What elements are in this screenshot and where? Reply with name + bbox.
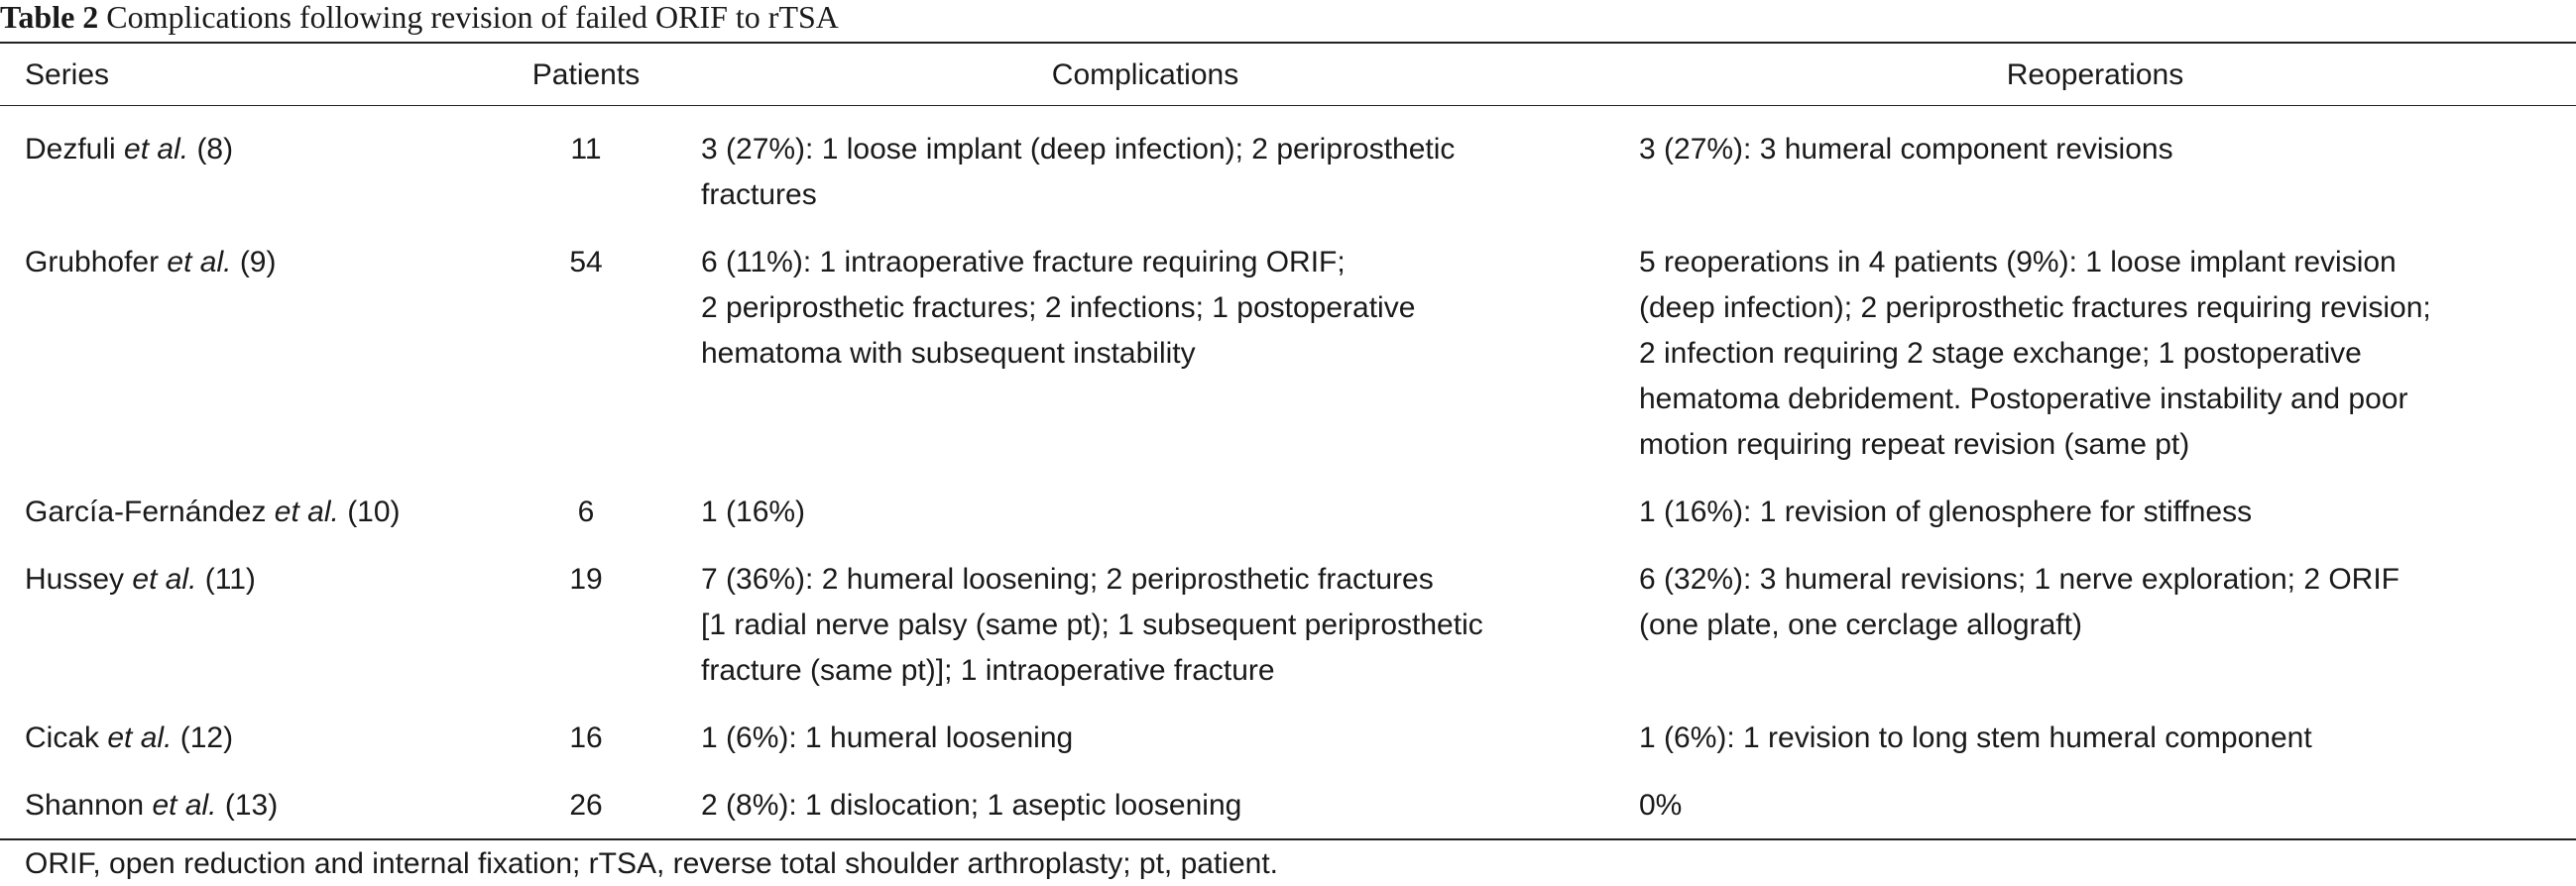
series-author: Grubhofer bbox=[25, 246, 160, 278]
series-author: Hussey bbox=[25, 563, 125, 596]
table-row bbox=[0, 702, 2576, 769]
cell-patients: 16 bbox=[569, 721, 603, 754]
series-author: Cicak bbox=[25, 721, 100, 754]
cell-complications bbox=[676, 476, 1614, 543]
reoperations-line: 6 (32%): 3 humeral revisions; 1 nerve exploration; 2 ORIF bbox=[1639, 563, 2400, 596]
table-row bbox=[0, 543, 2576, 702]
series-ref: (12) bbox=[179, 721, 234, 754]
complications-line: 3 (27%): 1 loose implant (deep infection); 2 periprosthetic bbox=[701, 133, 1456, 166]
series-ref: (9) bbox=[239, 246, 277, 278]
table-row bbox=[0, 107, 2576, 226]
series-etal: et al. bbox=[167, 246, 232, 278]
reoperations-line: 5 reoperations in 4 patients (9%): 1 loose implant revision bbox=[1639, 246, 2397, 278]
series-author: Dezfuli bbox=[25, 133, 116, 166]
header-reoperations: Reoperations bbox=[2006, 58, 2184, 91]
cell-series bbox=[0, 702, 496, 769]
complications-line: 1 (6%): 1 humeral loosening bbox=[701, 721, 1074, 754]
series-etal: et al. bbox=[124, 133, 189, 166]
cell-reoperations bbox=[1614, 226, 2576, 476]
cell-patients: 6 bbox=[577, 496, 595, 528]
reoperations-line: hematoma debridement. Postoperative instability and poor bbox=[1639, 383, 2408, 415]
series-etal: et al. bbox=[274, 496, 339, 528]
complications-line: 2 (8%): 1 dislocation; 1 aseptic loosening bbox=[701, 789, 1242, 822]
cell-complications bbox=[676, 107, 1614, 226]
header-complications: Complications bbox=[1051, 58, 1239, 91]
reoperations-line: 1 (16%): 1 revision of glenosphere for stiffness bbox=[1639, 496, 2253, 528]
reoperations-line: (deep infection); 2 periprosthetic fractures requiring revision; bbox=[1639, 291, 2431, 324]
complications-line: 7 (36%): 2 humeral loosening; 2 periprosthetic fractures bbox=[701, 563, 1434, 596]
series-ref: (8) bbox=[196, 133, 234, 166]
series-ref: (11) bbox=[204, 563, 256, 596]
table-body bbox=[0, 107, 2576, 836]
reoperations-line: 1 (6%): 1 revision to long stem humeral component bbox=[1639, 721, 2312, 754]
table-row bbox=[0, 476, 2576, 543]
reoperations-line: (one plate, one cerclage allograft) bbox=[1639, 609, 2082, 641]
series-etal: et al. bbox=[152, 789, 217, 822]
cell-series bbox=[0, 226, 496, 476]
reoperations-line: 0% bbox=[1639, 789, 1683, 822]
series-ref: (13) bbox=[224, 789, 279, 822]
reoperations-line: motion requiring repeat revision (same pt) bbox=[1639, 428, 2190, 461]
cell-series bbox=[0, 769, 496, 836]
complications-line: hematoma with subsequent instability bbox=[701, 337, 1196, 370]
cell-series bbox=[0, 107, 496, 226]
complications-line: 6 (11%): 1 intraoperative fracture requiring ORIF; bbox=[701, 246, 1346, 278]
cell-complications bbox=[676, 769, 1614, 836]
series-etal: et al. bbox=[132, 563, 197, 596]
cell-patients: 54 bbox=[569, 246, 603, 278]
series-author: García-Fernández bbox=[25, 496, 267, 528]
cell-reoperations bbox=[1614, 107, 2576, 226]
complications-line: 1 (16%) bbox=[701, 496, 806, 528]
reoperations-line: 2 infection requiring 2 stage exchange; 1 postoperative bbox=[1639, 337, 2362, 370]
table-row bbox=[0, 769, 2576, 836]
cell-patients: 26 bbox=[569, 789, 603, 822]
cell-reoperations bbox=[1614, 476, 2576, 543]
complications-line: [1 radial nerve palsy (same pt); 1 subsequent periprosthetic bbox=[701, 609, 1483, 641]
cell-complications bbox=[676, 543, 1614, 702]
series-etal: et al. bbox=[107, 721, 173, 754]
cell-series bbox=[0, 476, 496, 543]
series-ref: (10) bbox=[347, 496, 401, 528]
complications-table bbox=[0, 44, 2576, 836]
series-author: Shannon bbox=[25, 789, 145, 822]
cell-complications bbox=[676, 702, 1614, 769]
table-caption-label: Table 2 bbox=[0, 0, 99, 35]
table-header-row bbox=[0, 44, 2576, 107]
cell-series bbox=[0, 543, 496, 702]
table-bottom-rule bbox=[0, 838, 2576, 840]
cell-reoperations bbox=[1614, 769, 2576, 836]
header-series: Series bbox=[25, 58, 110, 91]
table-caption bbox=[0, 0, 839, 40]
cell-patients: 11 bbox=[570, 133, 602, 166]
cell-patients: 19 bbox=[569, 563, 603, 596]
table-caption-text: Complications following revision of failed ORIF to rTSA bbox=[106, 0, 839, 35]
reoperations-line: 3 (27%): 3 humeral component revisions bbox=[1639, 133, 2173, 166]
complications-line: fractures bbox=[701, 178, 817, 211]
table-row bbox=[0, 226, 2576, 476]
complications-line: fracture (same pt)]; 1 intraoperative fracture bbox=[701, 654, 1275, 687]
complications-line: 2 periprosthetic fractures; 2 infections; 1 postoperative bbox=[701, 291, 1416, 324]
cell-complications bbox=[676, 226, 1614, 476]
header-patients: Patients bbox=[531, 58, 641, 91]
cell-reoperations bbox=[1614, 702, 2576, 769]
cell-reoperations bbox=[1614, 543, 2576, 702]
table-footnote: ORIF, open reduction and internal fixation; rTSA, reverse total shoulder arthroplasty; pt, patient. bbox=[25, 847, 1278, 880]
